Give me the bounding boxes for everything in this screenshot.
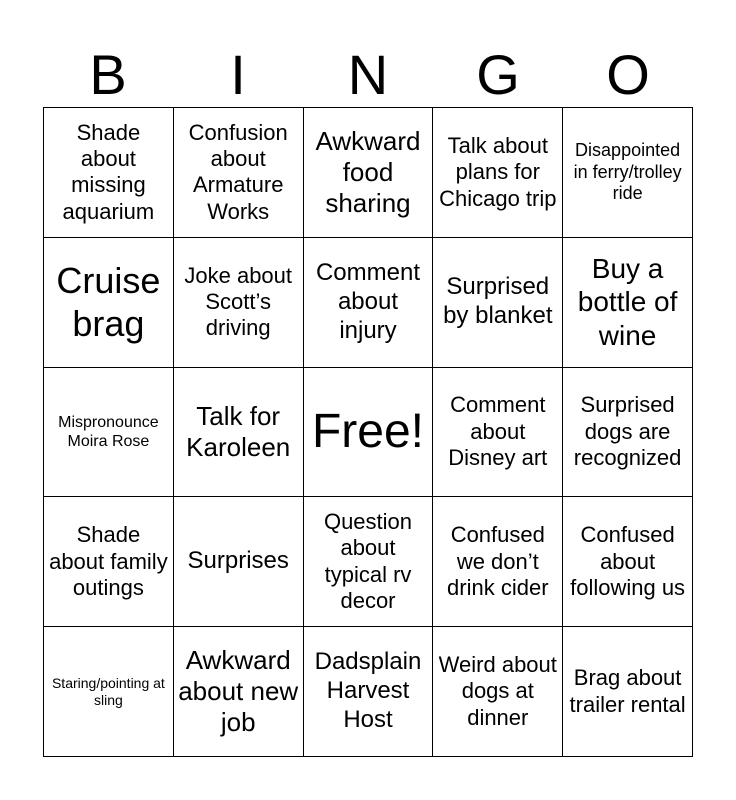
bingo-cell[interactable] (433, 108, 563, 238)
cell-text: Confused we don’t drink cider (447, 522, 549, 600)
bingo-cell[interactable] (304, 627, 434, 757)
bingo-cell[interactable] (304, 108, 434, 238)
bingo-cell[interactable] (563, 627, 693, 757)
cell-text: Surprised dogs are recognized (573, 392, 682, 471)
bingo-cell[interactable] (44, 238, 174, 368)
bingo-cell[interactable] (44, 368, 174, 498)
bingo-cell[interactable] (304, 238, 434, 368)
bingo-cell[interactable] (433, 627, 563, 757)
bingo-cell[interactable] (563, 497, 693, 627)
bingo-cell[interactable] (174, 108, 304, 238)
bingo-cell[interactable] (563, 368, 693, 498)
cell-text: Shade about missing aquarium (62, 119, 155, 224)
bingo-cell[interactable] (44, 627, 174, 757)
cell-text: Cruise brag (56, 260, 161, 345)
bingo-cell[interactable] (174, 368, 304, 498)
cell-text: Question about typical rv decor (323, 509, 413, 614)
cell-text: Confused about following us (570, 522, 686, 600)
bingo-cell[interactable] (563, 238, 693, 368)
bingo-header (43, 42, 693, 108)
bingo-cell[interactable] (174, 238, 304, 368)
bingo-cell[interactable] (174, 627, 304, 757)
bingo-cell[interactable] (174, 497, 304, 627)
bingo-cell[interactable] (304, 497, 434, 627)
cell-text: Surprises (187, 547, 289, 575)
bingo-cell[interactable] (563, 108, 693, 238)
cell-text: Confusion about Armature Works (188, 119, 288, 224)
cell-text: Talk about plans for Chicago trip (439, 132, 557, 211)
free-space-text: Free! (311, 405, 424, 459)
cell-text: Awkward food sharing (315, 125, 421, 218)
cell-text: Mispronounce Moira Rose (58, 413, 159, 450)
bingo-cell[interactable] (44, 108, 174, 238)
header-letter-o: O (606, 43, 650, 106)
header-letter-n: N (347, 43, 389, 106)
cell-text: Brag about trailer rental (569, 665, 686, 717)
cell-text: Buy a bottle of wine (577, 252, 678, 351)
cell-text: Disappointed in ferry/trolley ride (573, 140, 682, 204)
free-space-cell[interactable] (304, 368, 434, 498)
cell-text: Shade about family outings (49, 522, 168, 600)
cell-text: Joke about Scott’s driving (184, 262, 293, 341)
cell-text: Talk for Karoleen (186, 400, 291, 462)
header-letter-i: I (230, 43, 246, 106)
header-letter-g: G (476, 43, 520, 106)
cell-text: Weird about dogs at dinner (438, 652, 557, 730)
bingo-card-grid (43, 107, 693, 757)
bingo-cell[interactable] (433, 368, 563, 498)
cell-text: Comment about injury (315, 259, 420, 344)
cell-text: Staring/pointing at sling (51, 674, 165, 708)
cell-text: Dadsplain Harvest Host (314, 648, 422, 733)
cell-text: Surprised by blanket (443, 273, 553, 330)
header-letter-b: B (89, 43, 127, 106)
bingo-cell[interactable] (433, 238, 563, 368)
bingo-cell[interactable] (433, 497, 563, 627)
bingo-cell[interactable] (44, 497, 174, 627)
cell-text: Awkward about new job (178, 644, 299, 738)
cell-text: Comment about Disney art (448, 392, 548, 471)
